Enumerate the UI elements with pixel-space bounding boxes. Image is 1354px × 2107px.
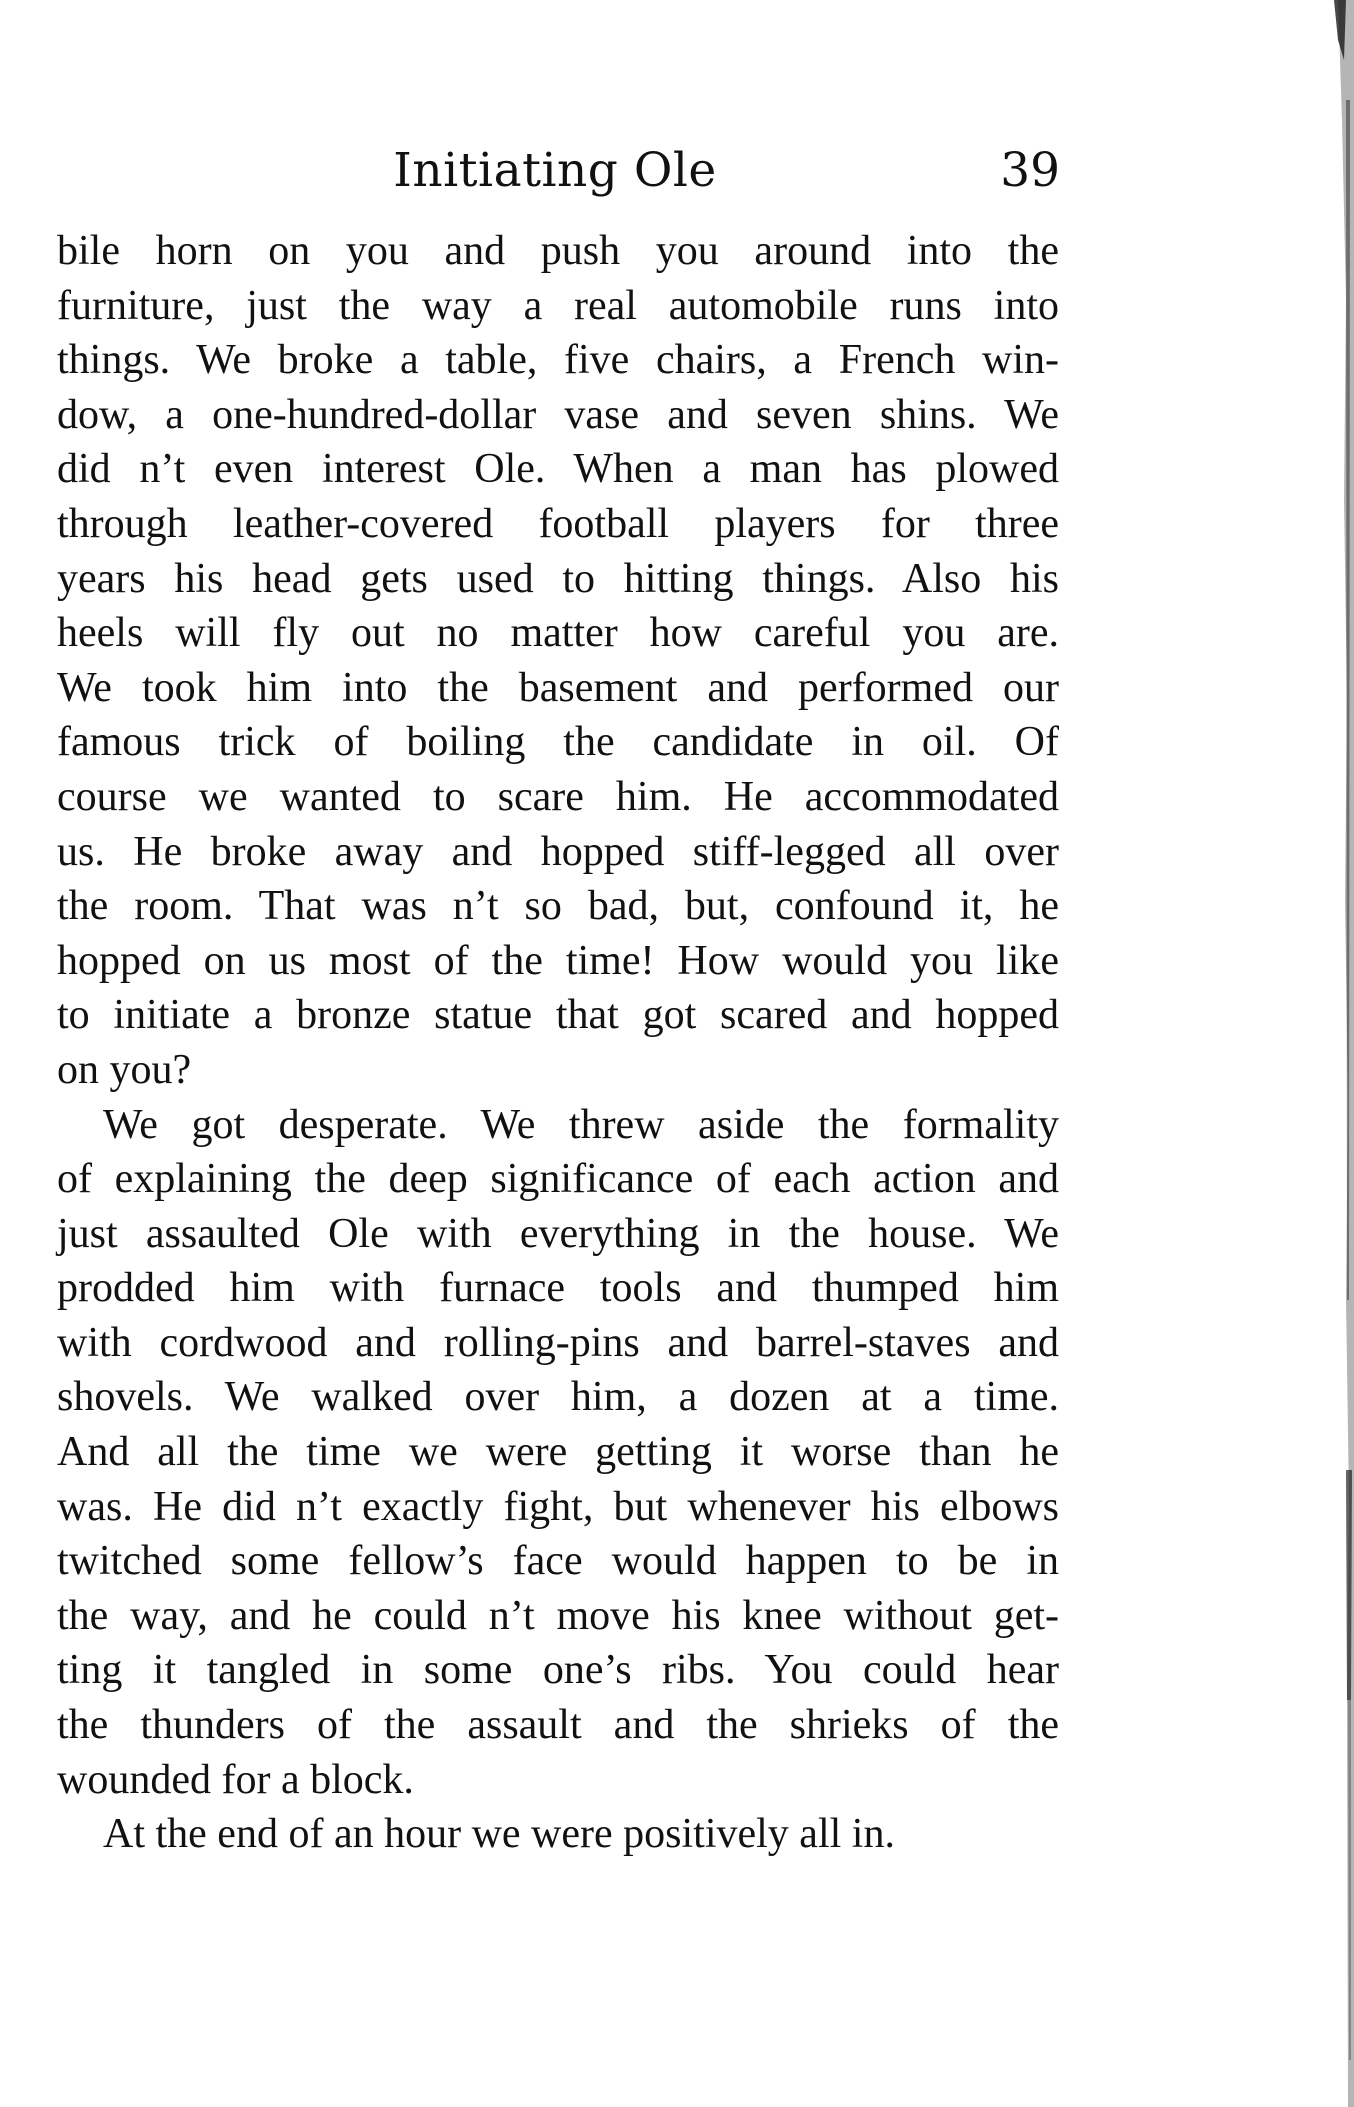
text-line: twitched some fellow’s face would happen to be in bbox=[57, 1538, 1059, 1585]
text-line: dow, a one-hundred-dollar vase and seven shins. We bbox=[57, 391, 1059, 438]
text-line: We took him into the basement and performed our bbox=[57, 664, 1059, 711]
text-line: just assaulted Ole with everything in the house. We bbox=[57, 1210, 1059, 1257]
text-line: ting it tangled in some one’s ribs. You could hear bbox=[57, 1647, 1059, 1694]
text-line: bile horn on you and push you around into the bbox=[57, 228, 1059, 274]
text-line: the thunders of the assault and the shrieks of the bbox=[57, 1702, 1059, 1749]
page-number: 39 bbox=[1000, 143, 1060, 198]
paragraph bbox=[57, 1807, 1059, 1862]
text-line: did n’t even interest Ole. When a man has plowed bbox=[57, 446, 1059, 493]
text-line: wounded for a block. bbox=[57, 1756, 414, 1803]
body-text bbox=[57, 224, 1059, 1862]
text-line: the way, and he could n’t move his knee without get- bbox=[57, 1592, 1059, 1639]
text-line: to initiate a bronze statue that got scared and hopped bbox=[57, 992, 1059, 1039]
text-line: years his head gets used to hitting things. Also his bbox=[57, 555, 1059, 602]
text-line: famous trick of boiling the candidate in oil. Of bbox=[57, 719, 1059, 766]
text-line: prodded him with furnace tools and thumped him bbox=[57, 1265, 1059, 1312]
text-line: through leather-covered football players for three bbox=[57, 500, 1059, 547]
text-line: course we wanted to scare him. He accommodated bbox=[57, 773, 1059, 820]
text-line: on you? bbox=[57, 1046, 192, 1093]
binding-edge-decoration bbox=[1332, 0, 1354, 2107]
running-title: Initiating Ole bbox=[393, 143, 717, 198]
text-line: with cordwood and rolling-pins and barrel-staves and bbox=[57, 1319, 1059, 1366]
text-line: At the end of an hour we were positively all in. bbox=[103, 1811, 895, 1858]
text-line: things. We broke a table, five chairs, a French win- bbox=[57, 337, 1059, 384]
text-line: And all the time we were getting it worse than he bbox=[57, 1429, 1059, 1476]
text-line: hopped on us most of the time! How would you like bbox=[57, 937, 1059, 984]
text-line: us. He broke away and hopped stiff-legged all over bbox=[57, 828, 1059, 875]
text-line: the room. That was n’t so bad, but, confound it, he bbox=[57, 883, 1059, 930]
text-line: shovels. We walked over him, a dozen at a time. bbox=[57, 1374, 1059, 1421]
text-line: of explaining the deep significance of each action and bbox=[57, 1156, 1059, 1203]
text-line: furniture, just the way a real automobile runs into bbox=[57, 282, 1059, 329]
text-line: was. He did n’t exactly fight, but whenever his elbows bbox=[57, 1483, 1059, 1530]
text-line: heels will fly out no matter how careful you are. bbox=[57, 610, 1059, 657]
paragraph bbox=[57, 224, 1059, 1098]
text-line: We got desperate. We threw aside the formality bbox=[103, 1101, 1059, 1148]
paragraph bbox=[57, 1098, 1059, 1808]
